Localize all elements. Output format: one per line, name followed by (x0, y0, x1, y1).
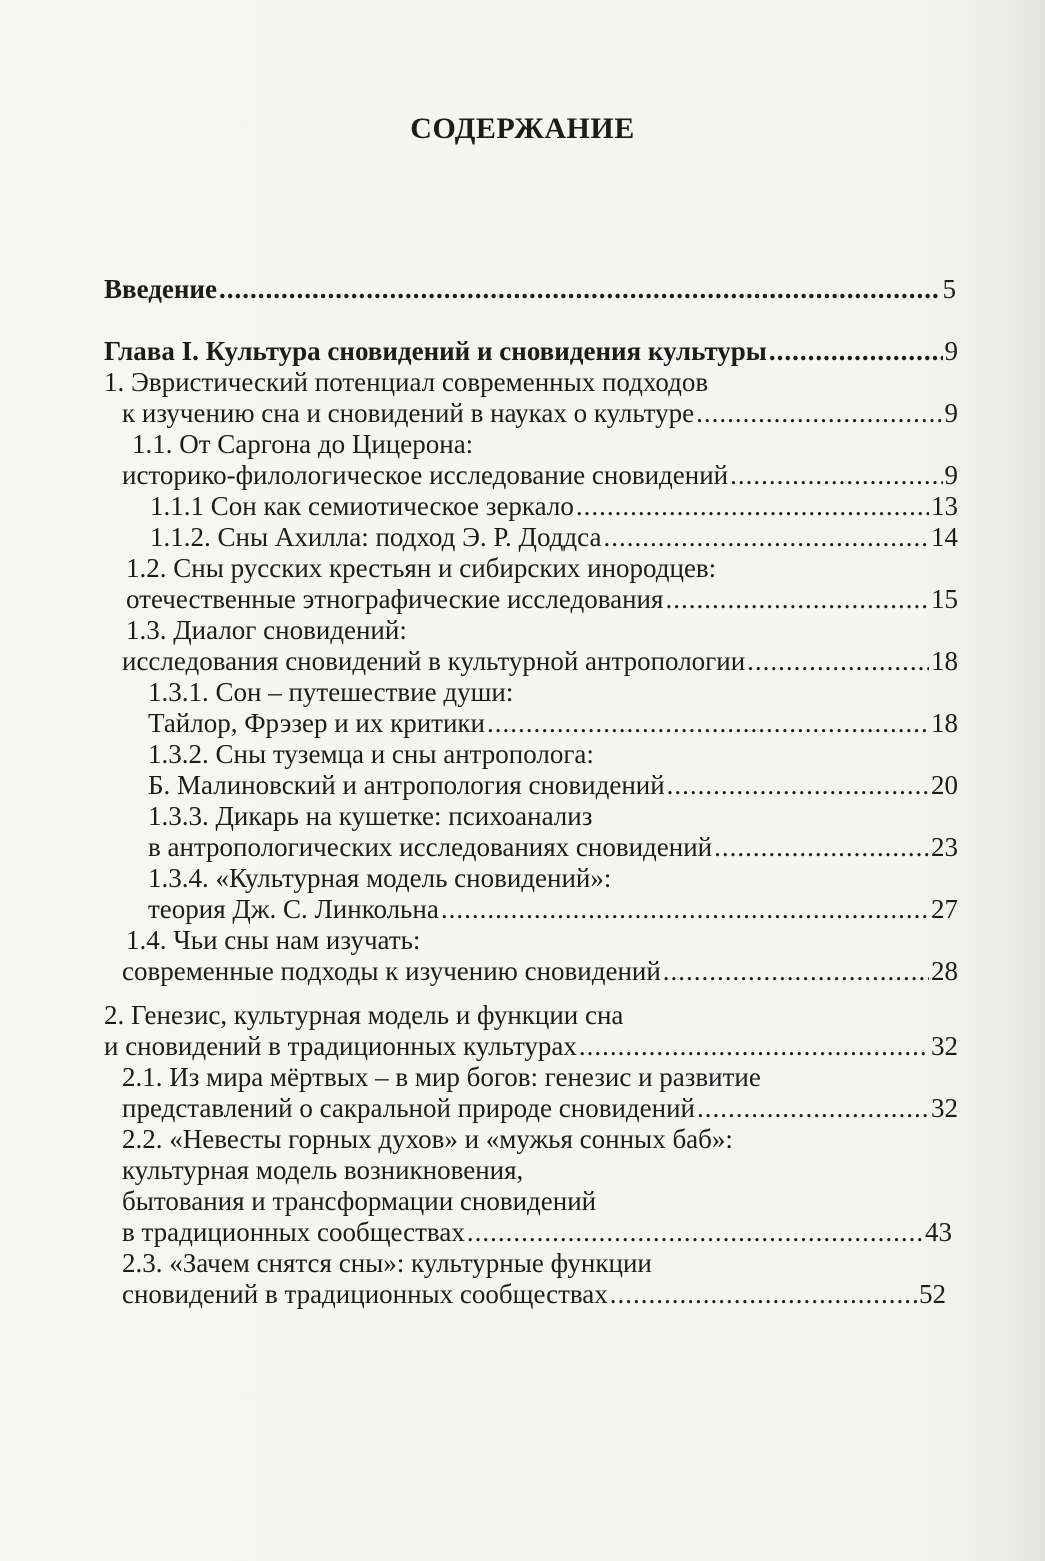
toc-entry-title: в антропологических исследованиях сновидений (148, 832, 713, 862)
toc-entry-title: в традиционных сообществах (122, 1217, 465, 1247)
toc-entry-title: к изучению сна и сновидений в науках о культуре (122, 398, 695, 428)
dot-leader (769, 334, 943, 368)
toc-entry-title: 2.1. Из мира мёртвых – в мир богов: генезис и развитие (122, 1062, 761, 1092)
toc-entry (126, 582, 958, 616)
toc-entry-title: теория Дж. С. Линкольна (148, 894, 439, 924)
toc-page-number: 9 (944, 336, 958, 366)
toc-entry (148, 706, 958, 740)
toc-entry (104, 272, 956, 306)
dot-leader (603, 520, 929, 554)
dot-leader (697, 1091, 929, 1125)
toc-entry-title: 1.1.2. Сны Ахилла: подход Э. Р. Доддса (150, 522, 602, 552)
toc-entry (148, 737, 594, 771)
toc-entry-title: 1.3. Диалог сновидений: (126, 615, 407, 645)
dot-leader (610, 1277, 917, 1311)
toc-entry (148, 830, 958, 864)
toc-entry (122, 458, 958, 492)
toc-entry-title: Введение (104, 274, 217, 304)
dot-leader (219, 272, 941, 306)
toc-entry (104, 1029, 958, 1063)
toc-entry (148, 675, 513, 709)
toc-entry-title: исследования сновидений в культурной антропологии (122, 646, 746, 676)
toc-page-number: 20 (931, 770, 958, 800)
toc-page-number: 5 (942, 274, 956, 304)
toc-page-number: 15 (931, 584, 958, 614)
toc-entry (122, 644, 958, 678)
toc-page-number: 18 (931, 646, 958, 676)
toc-entry (126, 613, 407, 647)
toc-entry (122, 1122, 733, 1156)
toc-entry (148, 768, 958, 802)
toc-entry-title: 1.2. Сны русских крестьян и сибирских инородцев: (126, 553, 717, 583)
toc-entry-title: Тайлор, Фрэзер и их критики (148, 708, 485, 738)
toc-entry (104, 365, 708, 399)
toc-entry-title: и сновидений в традиционных культурах (104, 1031, 577, 1061)
toc-entry-title: 1.1.1 Сон как семиотическое зеркало (150, 491, 574, 521)
toc-page-number: 18 (931, 708, 958, 738)
toc-entry-title: 1.4. Чьи сны нам изучать: (126, 925, 421, 955)
toc-page-number: 23 (931, 832, 958, 862)
toc-entry-title: представлений о сакральной природе сновидений (122, 1093, 695, 1123)
toc-entry (104, 334, 958, 368)
toc-entry-title: современные подходы к изучению сновидений (122, 956, 661, 986)
dot-leader (714, 830, 929, 864)
toc-page-number: 27 (931, 894, 958, 924)
toc-entry-title: отечественные этнографические исследования (126, 584, 664, 614)
dot-leader (487, 706, 929, 740)
toc-entry-title: культурная модель возникновения, (122, 1155, 524, 1185)
toc-page-number: 43 (925, 1217, 952, 1247)
toc-entry (150, 489, 958, 523)
toc-entry-title: историко-филологическое исследование сновидений (122, 460, 729, 490)
toc-entry-title: 2.3. «Зачем снятся сны»: культурные функции (122, 1248, 652, 1278)
toc-entry (150, 520, 958, 554)
dot-leader (730, 458, 942, 492)
toc-entry (132, 427, 473, 461)
toc-page-number: 9 (944, 460, 958, 490)
dot-leader (667, 768, 929, 802)
toc-entry-title: 2.2. «Невесты горных духов» и «мужья сонных баб»: (122, 1124, 733, 1154)
toc-page-number: 52 (919, 1279, 946, 1309)
toc-page-number: 28 (931, 956, 958, 986)
toc-entry-title: бытования и трансформации сновидений (122, 1186, 597, 1216)
toc-entry (122, 1060, 761, 1094)
toc-entry (122, 1184, 596, 1218)
dot-leader (579, 1029, 929, 1063)
toc-entry (104, 998, 623, 1032)
toc-page-number: 13 (931, 491, 958, 521)
toc-entry-title: 1.3.1. Сон – путешествие души: (148, 677, 514, 707)
toc-entry (122, 1246, 652, 1280)
toc-page-number: 9 (944, 398, 958, 428)
page-title: СОДЕРЖАНИЕ (410, 112, 635, 145)
toc-entry (122, 396, 958, 430)
toc-entry (126, 923, 420, 957)
toc-entry-title: 1. Эвристический потенциал современных подходов (104, 367, 709, 397)
dot-leader (576, 489, 929, 523)
toc-page-number: 32 (931, 1093, 958, 1123)
toc-entry-title: сновидений в традиционных сообществах (122, 1279, 608, 1309)
toc-entry (126, 551, 716, 585)
toc-entry (148, 861, 611, 895)
dot-leader (747, 644, 929, 678)
toc-entry-title: Б. Малиновский и антропология сновидений (148, 770, 665, 800)
toc-page-number: 14 (931, 522, 958, 552)
toc-entry (122, 954, 958, 988)
dot-leader (696, 396, 942, 430)
toc-entry (122, 1277, 946, 1311)
toc-entry (122, 1153, 523, 1187)
dot-leader (663, 954, 929, 988)
toc-entry-title: 1.1. От Саргона до Цицерона: (132, 429, 474, 459)
dot-leader (665, 582, 929, 616)
toc-entry (122, 1091, 958, 1125)
toc-entry-title: 1.3.2. Сны туземца и сны антрополога: (148, 739, 594, 769)
toc-entry (148, 799, 592, 833)
toc-entry (148, 892, 958, 926)
dot-leader (441, 892, 929, 926)
toc-entry-title: 1.3.3. Дикарь на кушетке: психоанализ (148, 801, 593, 831)
toc-entry (122, 1215, 952, 1249)
dot-leader (467, 1215, 923, 1249)
toc-entry-title: Глава I. Культура сновидений и сновидения культуры (104, 336, 767, 366)
toc-page-number: 32 (931, 1031, 958, 1061)
toc-entry-title: 1.3.4. «Культурная модель сновидений»: (148, 863, 612, 893)
toc-entry-title: 2. Генезис, культурная модель и функции сна (104, 1000, 624, 1030)
